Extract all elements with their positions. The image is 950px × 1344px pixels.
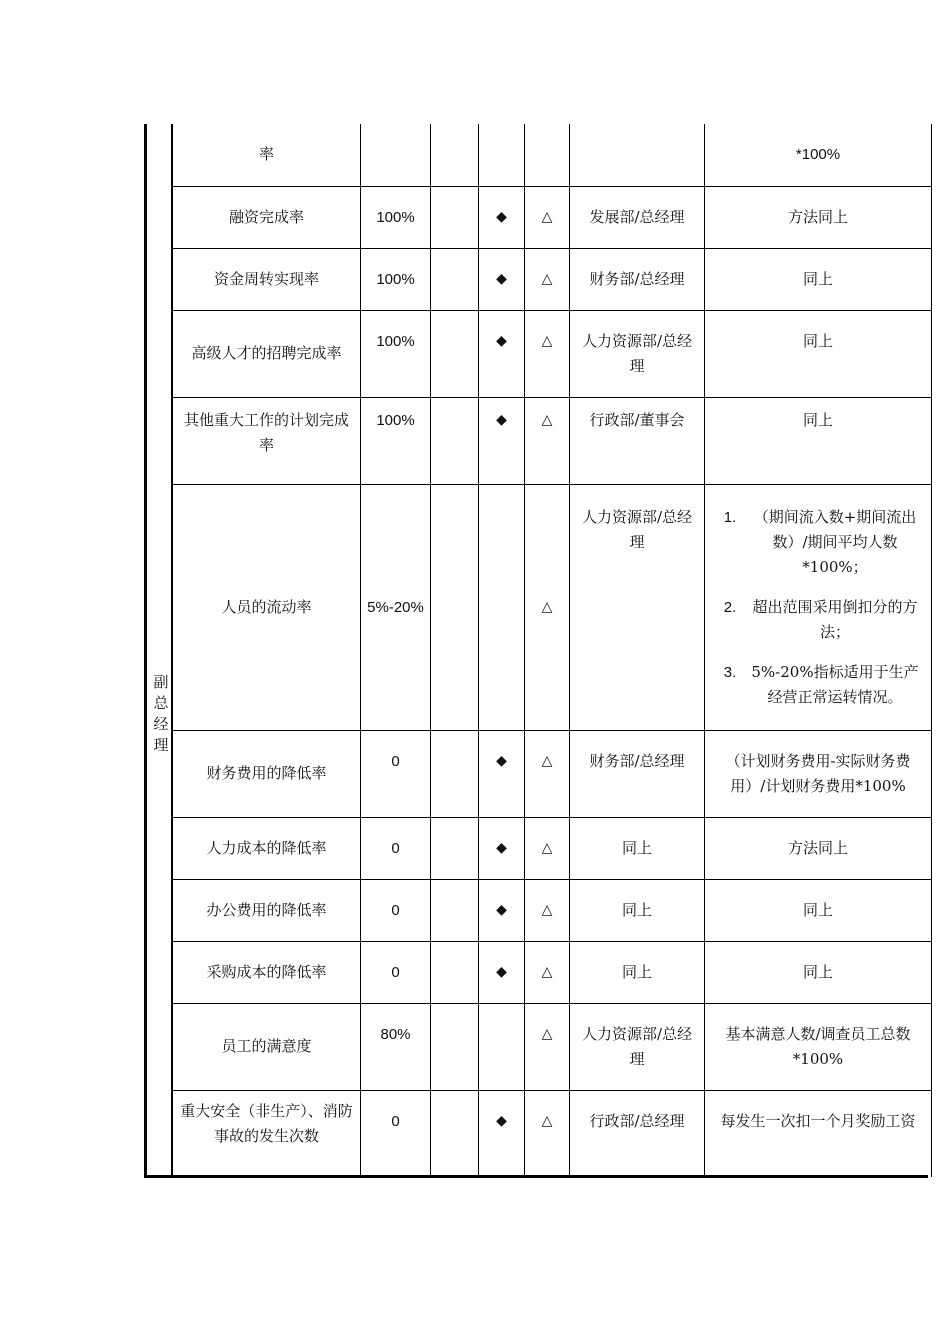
table-row — [173, 730, 932, 817]
triangle-icon: △ — [525, 817, 570, 879]
kpi-method-list — [705, 484, 932, 730]
mark-col-1 — [431, 124, 479, 186]
kpi-target: 0 — [361, 1090, 431, 1177]
kpi-table — [172, 124, 932, 1177]
kpi-dept: 财务部/总经理 — [570, 730, 705, 817]
list-text: （期间流入数+期间流出数）/期间平均人数*100%； — [753, 507, 917, 576]
diamond-icon: ◆ — [479, 248, 525, 310]
kpi-name: 员工的满意度 — [173, 1003, 361, 1090]
triangle-icon: △ — [525, 186, 570, 248]
kpi-name: 融资完成率 — [173, 186, 361, 248]
table-row — [173, 397, 932, 484]
kpi-target: 0 — [361, 879, 431, 941]
list-number: 2. — [723, 598, 737, 616]
diamond-icon: ◆ — [479, 397, 525, 484]
list-number: 1. — [723, 508, 737, 526]
kpi-dept: 人力资源部/总经理 — [570, 310, 705, 397]
kpi-dept: 人力资源部/总经理 — [570, 1003, 705, 1090]
diamond-icon: ◆ — [479, 730, 525, 817]
triangle-icon: △ — [525, 730, 570, 817]
kpi-method: （计划财务费用-实际财务费用）/计划财务费用*100% — [705, 730, 932, 817]
kpi-target: 100% — [361, 397, 431, 484]
kpi-dept: 财务部/总经理 — [570, 248, 705, 310]
list-number: 3. — [723, 663, 737, 681]
mark-col-1 — [431, 1090, 479, 1177]
mark-col-1 — [431, 817, 479, 879]
kpi-method: 同上 — [705, 879, 932, 941]
kpi-dept — [570, 124, 705, 186]
kpi-dept: 人力资源部/总经理 — [570, 484, 705, 730]
triangle-icon: △ — [525, 484, 570, 730]
kpi-name: 财务费用的降低率 — [173, 730, 361, 817]
kpi-method: 每发生一次扣一个月奖励工资 — [705, 1090, 932, 1177]
mark-col-1 — [431, 730, 479, 817]
kpi-dept: 同上 — [570, 941, 705, 1003]
triangle-icon: △ — [525, 310, 570, 397]
kpi-method: 方法同上 — [705, 186, 932, 248]
triangle-icon: △ — [525, 1003, 570, 1090]
mark-col-1 — [431, 186, 479, 248]
mark-col-1 — [431, 879, 479, 941]
mark-col-1 — [431, 1003, 479, 1090]
diamond-icon: ◆ — [479, 941, 525, 1003]
table-row — [173, 186, 932, 248]
kpi-target: 0 — [361, 730, 431, 817]
mark-col-3 — [525, 124, 570, 186]
mark-col-1 — [431, 310, 479, 397]
table-row — [173, 310, 932, 397]
diamond-icon: ◆ — [479, 879, 525, 941]
role-char: 经 — [153, 715, 169, 733]
kpi-target: 100% — [361, 310, 431, 397]
list-item — [713, 660, 923, 710]
kpi-method: 同上 — [705, 397, 932, 484]
triangle-icon: △ — [525, 248, 570, 310]
kpi-target: 0 — [361, 817, 431, 879]
triangle-icon: △ — [525, 941, 570, 1003]
kpi-name: 率 — [173, 124, 361, 186]
diamond-icon: ◆ — [479, 186, 525, 248]
kpi-target: 0 — [361, 941, 431, 1003]
table-row — [173, 817, 932, 879]
kpi-dept: 行政部/董事会 — [570, 397, 705, 484]
mark-col-2 — [479, 484, 525, 730]
role-column — [150, 124, 172, 1175]
table-row — [173, 879, 932, 941]
kpi-dept: 行政部/总经理 — [570, 1090, 705, 1177]
list-item — [713, 505, 923, 580]
diamond-icon: ◆ — [479, 1090, 525, 1177]
kpi-dept: 发展部/总经理 — [570, 186, 705, 248]
kpi-name: 采购成本的降低率 — [173, 941, 361, 1003]
kpi-method: 同上 — [705, 941, 932, 1003]
triangle-icon: △ — [525, 879, 570, 941]
kpi-target: 100% — [361, 248, 431, 310]
mark-col-1 — [431, 941, 479, 1003]
kpi-name: 人力成本的降低率 — [173, 817, 361, 879]
kpi-table-frame — [144, 124, 928, 1178]
triangle-icon: △ — [525, 397, 570, 484]
role-label — [150, 672, 172, 756]
kpi-method: 同上 — [705, 248, 932, 310]
kpi-name: 办公费用的降低率 — [173, 879, 361, 941]
list-text: 超出范围采用倒扣分的方法； — [752, 597, 918, 641]
kpi-method: 方法同上 — [705, 817, 932, 879]
list-text: 5%-20%指标适用于生产经营正常运转情况。 — [751, 662, 919, 706]
kpi-method: 基本满意人数/调查员工总数*100% — [705, 1003, 932, 1090]
table-row — [173, 248, 932, 310]
mark-col-1 — [431, 397, 479, 484]
role-char: 总 — [153, 694, 169, 712]
kpi-target: 100% — [361, 186, 431, 248]
table-row — [173, 1090, 932, 1177]
kpi-method: *100% — [705, 124, 932, 186]
table-row — [173, 484, 932, 730]
kpi-dept: 同上 — [570, 879, 705, 941]
mark-col-2 — [479, 124, 525, 186]
role-char: 理 — [153, 736, 169, 754]
kpi-name: 重大安全（非生产）、消防事故的发生次数 — [173, 1090, 361, 1177]
mark-col-1 — [431, 248, 479, 310]
kpi-name: 高级人才的招聘完成率 — [173, 310, 361, 397]
kpi-target — [361, 124, 431, 186]
triangle-icon: △ — [525, 1090, 570, 1177]
table-row — [173, 941, 932, 1003]
role-char: 副 — [153, 673, 169, 691]
diamond-icon: ◆ — [479, 310, 525, 397]
kpi-dept: 同上 — [570, 817, 705, 879]
kpi-method: 同上 — [705, 310, 932, 397]
kpi-target: 5%-20% — [361, 484, 431, 730]
table-row — [173, 1003, 932, 1090]
table-row — [173, 124, 932, 186]
kpi-name: 人员的流动率 — [173, 484, 361, 730]
mark-col-2 — [479, 1003, 525, 1090]
diamond-icon: ◆ — [479, 817, 525, 879]
list-item — [713, 595, 923, 645]
mark-col-1 — [431, 484, 479, 730]
kpi-name: 资金周转实现率 — [173, 248, 361, 310]
kpi-name: 其他重大工作的计划完成率 — [173, 397, 361, 484]
kpi-target: 80% — [361, 1003, 431, 1090]
